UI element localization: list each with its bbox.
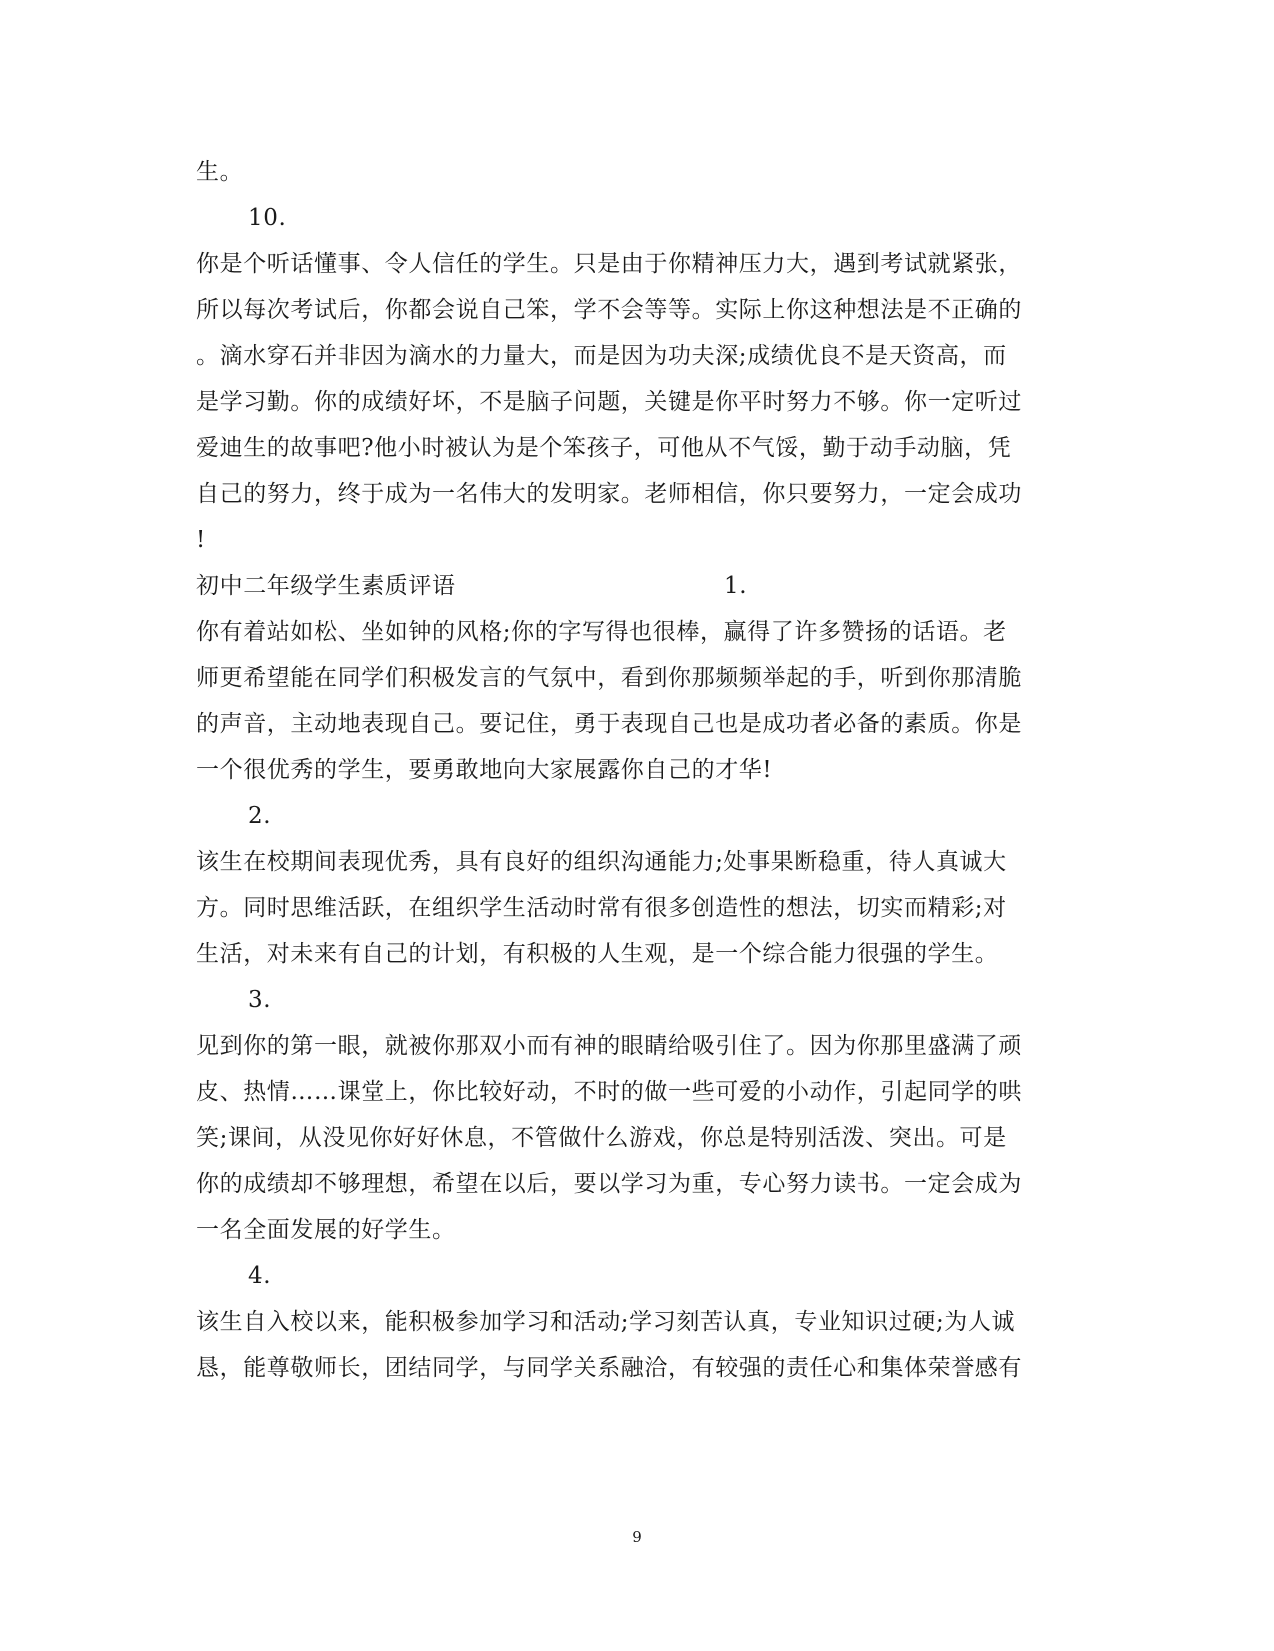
item-number: 4.: [248, 1263, 272, 1289]
text-line: 你有着站如松、坐如钟的风格;你的字写得也很棒，赢得了许多赞扬的话语。老: [196, 619, 1007, 645]
text-line: !: [196, 527, 206, 553]
item-number: 10.: [248, 205, 287, 231]
text-line: 所以每次考试后，你都会说自己笨，学不会等等。实际上你这种想法是不正确的: [196, 297, 1022, 323]
text-line: 一个很优秀的学生，要勇敢地向大家展露你自己的才华!: [196, 757, 773, 783]
text-line: 自己的努力，终于成为一名伟大的发明家。老师相信，你只要努力，一定会成功: [196, 481, 1022, 507]
text-line: 该生在校期间表现优秀，具有良好的组织沟通能力;处事果断稳重，待人真诚大: [196, 849, 1007, 875]
text-line: 。滴水穿石并非因为滴水的力量大，而是因为功夫深;成绩优良不是天资高，而: [196, 343, 1007, 369]
text-line: 笑;课间，从没见你好好休息，不管做什么游戏，你总是特别活泼、突出。可是: [196, 1125, 1007, 1151]
text-line: 生。: [196, 159, 244, 185]
text-line: 的声音，主动地表现自己。要记住，勇于表现自己也是成功者必备的素质。你是: [196, 711, 1022, 737]
text-line: 恳，能尊敬师长，团结同学，与同学关系融洽，有较强的责任心和集体荣誉感有: [196, 1355, 1022, 1381]
text-line: 皮、热情……课堂上，你比较好动，不时的做一些可爱的小动作，引起同学的哄: [196, 1079, 1022, 1105]
item-number: 2.: [248, 803, 272, 829]
section-heading: [196, 571, 1076, 601]
item-number: 1.: [724, 573, 748, 599]
text-line: 是学习勤。你的成绩好坏，不是脑子问题，关键是你平时努力不够。你一定听过: [196, 389, 1022, 415]
text-line: 该生自入校以来，能积极参加学习和活动;学习刻苦认真，专业知识过硬;为人诚: [196, 1309, 1016, 1335]
text-line: 你的成绩却不够理想，希望在以后，要以学习为重，专心努力读书。一定会成为: [196, 1171, 1022, 1197]
text-line: 你是个听话懂事、令人信任的学生。只是由于你精神压力大，遇到考试就紧张，: [196, 251, 1022, 277]
text-line: 见到你的第一眼，就被你那双小而有神的眼睛给吸引住了。因为你那里盛满了顽: [196, 1033, 1022, 1059]
text-line: 一名全面发展的好学生。: [196, 1217, 456, 1243]
item-number: 3.: [248, 987, 272, 1013]
text-line: 生活，对未来有自己的计划，有积极的人生观，是一个综合能力很强的学生。: [196, 941, 999, 967]
text-line: 师更希望能在同学们积极发言的气氛中，看到你那频频举起的手，听到你那清脆: [196, 665, 1022, 691]
text-line: 方。同时思维活跃，在组织学生活动时常有很多创造性的想法，切实而精彩;对: [196, 895, 1007, 921]
text-line: 爱迪生的故事吧?他小时被认为是个笨孩子，可他从不气馁，勤于动手动脑，凭: [196, 435, 1012, 461]
page-number: 9: [632, 1528, 642, 1546]
section-heading-title: 初中二年级学生素质评语: [196, 573, 456, 599]
